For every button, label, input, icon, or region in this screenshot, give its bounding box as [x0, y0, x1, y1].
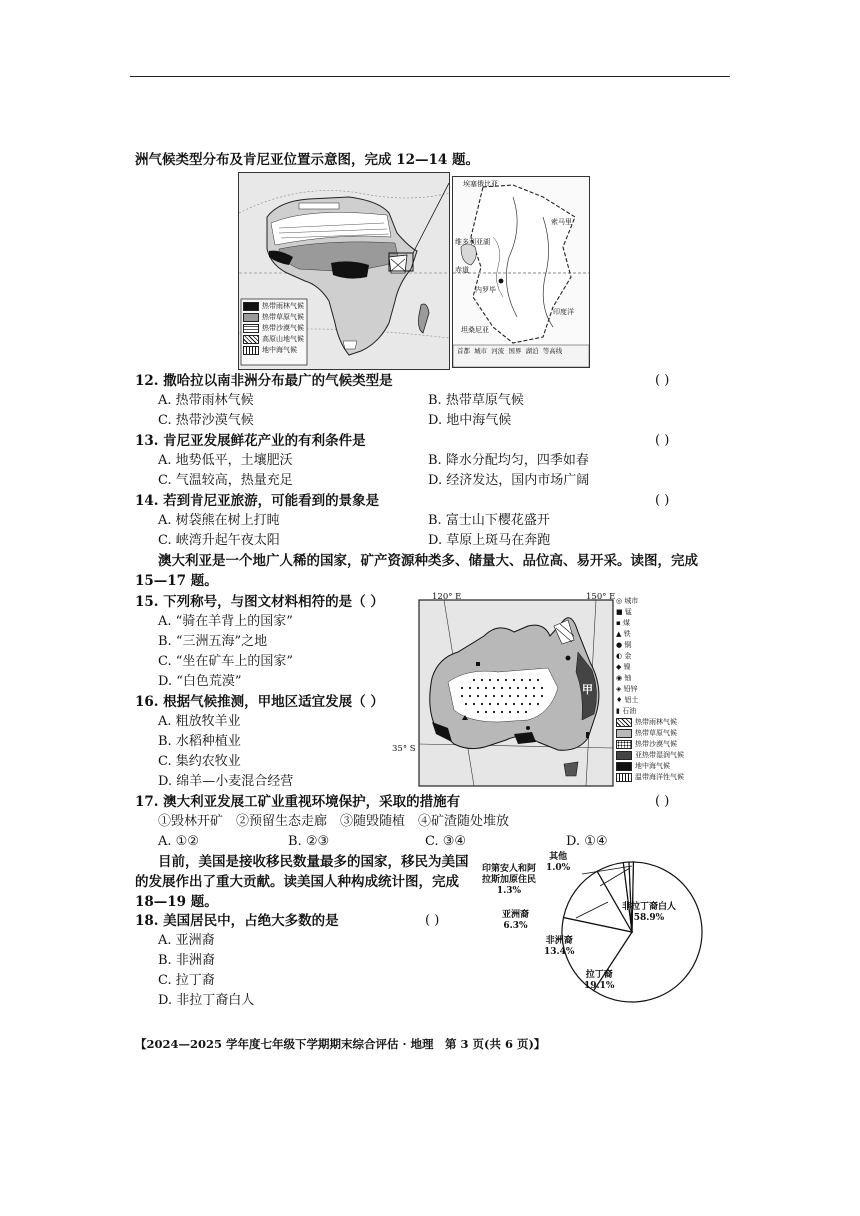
aus-climate-legend-item: 地中海气候 [616, 761, 706, 772]
q14-stem: 14. 若到肯尼亚旅游，可能看到的景象是 [135, 493, 380, 509]
aus-mineral-legend-item: ◉ 铀 [616, 674, 632, 682]
kenya-label-ethiopia: 埃塞俄比亚 [463, 180, 498, 188]
kenya-label-equator: 赤道 [455, 266, 469, 274]
q13-option-c[interactable]: C. 气温较高，热量充足 [158, 473, 293, 488]
legend-swatch [243, 335, 259, 344]
aus-mineral-legend-item: ▮ 石油 [616, 707, 637, 715]
kenya-label-lake: 维多利亚湖 [455, 238, 490, 246]
q15-option-b[interactable]: B. “三洲五海”之地 [158, 634, 268, 649]
aus-mineral-legend-item: ▲ 铁 [616, 630, 631, 638]
aus-climate-legend-item: 热带雨林气候 [616, 717, 706, 728]
q13-answer-paren[interactable]: ( ) [655, 433, 670, 448]
africa-legend-item: 热带草原气候 [243, 312, 307, 323]
intro-australia-range: 15—17 题。 [135, 573, 218, 589]
q14-option-d[interactable]: D. 草原上斑马在奔跑 [428, 533, 551, 548]
q15-option-a[interactable]: A. “骑在羊背上的国家” [158, 614, 293, 629]
aus-mineral-legend-item: ▪ 煤 [616, 619, 630, 627]
legend-swatch [243, 313, 259, 322]
q12-answer-paren[interactable]: ( ) [655, 373, 670, 388]
aus-mineral-legend-item: ● 铜 [616, 641, 632, 649]
aus-lon-150: 150° E [586, 592, 616, 602]
kenya-label-ocean: 印度洋 [553, 308, 574, 316]
africa-legend-item: 热带雨林气候 [243, 301, 307, 312]
q17-option-c[interactable]: C. ③④ [425, 834, 467, 849]
aus-lat-35: 35° S [392, 744, 416, 754]
legend-swatch [243, 324, 259, 333]
intro-us-line3: 18—19 题。 [135, 894, 218, 910]
q15-option-c[interactable]: C. “坐在矿车上的国家” [158, 654, 294, 669]
q18-answer-paren[interactable]: ( ) [425, 913, 440, 928]
kenya-legend-item: 国界 [508, 347, 522, 355]
africa-legend-item: 热带沙漠气候 [243, 323, 307, 334]
aus-mineral-legend-item: ■ 锰 [616, 608, 632, 616]
kenya-label-nairobi: 内罗毕 [475, 286, 496, 294]
pie-label-white: 非拉丁裔白人 58.9% [622, 902, 677, 923]
intro-us-line2: 的发展作出了重大贡献。读美国人种构成统计图，完成 [135, 874, 459, 890]
q14-option-c[interactable]: C. 峡湾升起午夜太阳 [158, 533, 280, 548]
q12-option-c[interactable]: C. 热带沙漠气候 [158, 413, 254, 428]
q13-option-d[interactable]: D. 经济发达，国内市场广阔 [428, 473, 590, 488]
africa-legend [243, 301, 307, 356]
aus-mineral-legend-item: ◆ 镍 [616, 663, 631, 671]
aus-mineral-legend-item: ♦ 铝土 [616, 696, 639, 704]
legend-swatch [616, 718, 632, 727]
africa-legend-item: 高原山地气候 [243, 334, 307, 345]
legend-swatch [243, 302, 259, 311]
aus-climate-legend-item: 亚热带湿润气候 [616, 750, 706, 761]
aus-lon-120: 120° E [432, 592, 462, 602]
pie-label-native: 印第安人和阿 拉斯加原住民 1.3% [482, 864, 537, 896]
africa-climate-map [238, 172, 450, 370]
q18-stem: 18. 美国居民中，占绝大多数的是 [135, 913, 339, 929]
q17-option-a[interactable]: A. ①② [158, 834, 199, 849]
q18-option-a[interactable]: A. 亚洲裔 [158, 933, 215, 948]
australia-map [418, 592, 614, 788]
legend-swatch [616, 729, 632, 738]
q18-option-b[interactable]: B. 非洲裔 [158, 953, 215, 968]
q16-option-c[interactable]: C. 集约农牧业 [158, 754, 241, 769]
q17-stem: 17. 澳大利亚发展工矿业重视环境保护，采取的措施有 [135, 794, 461, 810]
q17-option-d[interactable]: D. ①④ [566, 834, 608, 849]
q16-stem: 16. 根据气候推测，甲地区适宜发展（ ） [135, 694, 384, 710]
intro-us-line1: 目前，美国是接收移民数量最多的国家，移民为美国 [158, 854, 469, 870]
q18-option-c[interactable]: C. 拉丁裔 [158, 973, 215, 988]
q12-option-d[interactable]: D. 地中海气候 [428, 413, 512, 428]
aus-mineral-legend-item: ◎ 城市 [616, 597, 639, 605]
aus-climate-legend-item: 热带草原气候 [616, 728, 706, 739]
legend-swatch [616, 773, 632, 782]
legend-swatch [616, 751, 632, 760]
kenya-legend-item: 首都 [457, 347, 470, 355]
q14-option-b[interactable]: B. 富士山下樱花盛开 [428, 513, 550, 528]
kenya-legend-item: 河流 [491, 347, 505, 355]
kenya-legend [457, 347, 587, 356]
legend-swatch [616, 762, 632, 771]
pie-label-asian: 亚洲裔 6.3% [502, 910, 530, 931]
q12-stem: 12. 撒哈拉以南非洲分布最广的气候类型是 [135, 373, 393, 389]
legend-swatch [616, 740, 632, 749]
kenya-map-figure [453, 177, 589, 367]
australia-legend [616, 596, 706, 783]
q12-option-a[interactable]: A. 热带雨林气候 [158, 393, 254, 408]
aus-climate-legend-item: 热带沙漠气候 [616, 739, 706, 750]
q12-option-b[interactable]: B. 热带草原气候 [428, 393, 524, 408]
q15-stem: 15. 下列称号，与图文材料相符的是（ ） [135, 594, 384, 610]
aus-climate-legend-item: 温带海洋性气候 [616, 772, 706, 783]
q13-option-b[interactable]: B. 降水分配均匀，四季如春 [428, 453, 589, 468]
q14-answer-paren[interactable]: ( ) [655, 493, 670, 508]
page-footer: 【2024—2025 学年度七年级下学期期末综合评估 · 地理 第 3 页(共 6 页)】 [135, 1037, 546, 1051]
kenya-label-somalia: 索马里 [551, 218, 572, 226]
q14-option-a[interactable]: A. 树袋熊在树上打盹 [158, 513, 280, 528]
africa-legend-item: 地中海气候 [243, 345, 307, 356]
kenya-label-tanzania: 坦桑尼亚 [461, 326, 489, 334]
q18-option-d[interactable]: D. 非拉丁裔白人 [158, 993, 255, 1008]
q16-option-d[interactable]: D. 绵羊—小麦混合经营 [158, 774, 294, 789]
intro-africa: 洲气候类型分布及肯尼亚位置示意图，完成 12—14 题。 [135, 152, 479, 168]
kenya-legend-item: 湖泊 [525, 347, 539, 355]
aus-region-jia: 甲 [582, 683, 593, 696]
aus-mineral-legend-item: ◐ 金 [616, 652, 632, 660]
kenya-location-map [452, 176, 590, 368]
kenya-legend-item: 城市 [474, 347, 488, 355]
q15-option-d[interactable]: D. “白色荒漠” [158, 674, 242, 689]
q17-answer-paren[interactable]: ( ) [655, 794, 670, 809]
aus-mineral-legend-item: ◈ 铅锌 [616, 685, 638, 693]
pie-label-other: 其他 1.0% [546, 852, 571, 873]
q13-stem: 13. 肯尼亚发展鲜花产业的有利条件是 [135, 433, 366, 449]
q16-option-b[interactable]: B. 水稻种植业 [158, 734, 241, 749]
legend-swatch [243, 346, 259, 355]
q17-option-b[interactable]: B. ②③ [288, 834, 330, 849]
intro-australia: 澳大利亚是一个地广人稀的国家，矿产资源种类多、储量大、品位高、易开采。读图，完成 [158, 553, 698, 569]
pie-label-african: 非洲裔 13.4% [544, 936, 575, 957]
q13-option-a[interactable]: A. 地势低平，土壤肥沃 [158, 453, 293, 468]
us-population-pie-chart [480, 846, 720, 1016]
header-rule [130, 76, 730, 77]
q16-option-a[interactable]: A. 粗放牧羊业 [158, 714, 241, 729]
kenya-legend-item: 等高线 [542, 347, 563, 355]
pie-label-latino: 拉丁裔 19.1% [584, 970, 615, 991]
q17-items: ①毁林开矿 ②预留生态走廊 ③随毁随植 ④矿渣随处堆放 [158, 814, 510, 829]
